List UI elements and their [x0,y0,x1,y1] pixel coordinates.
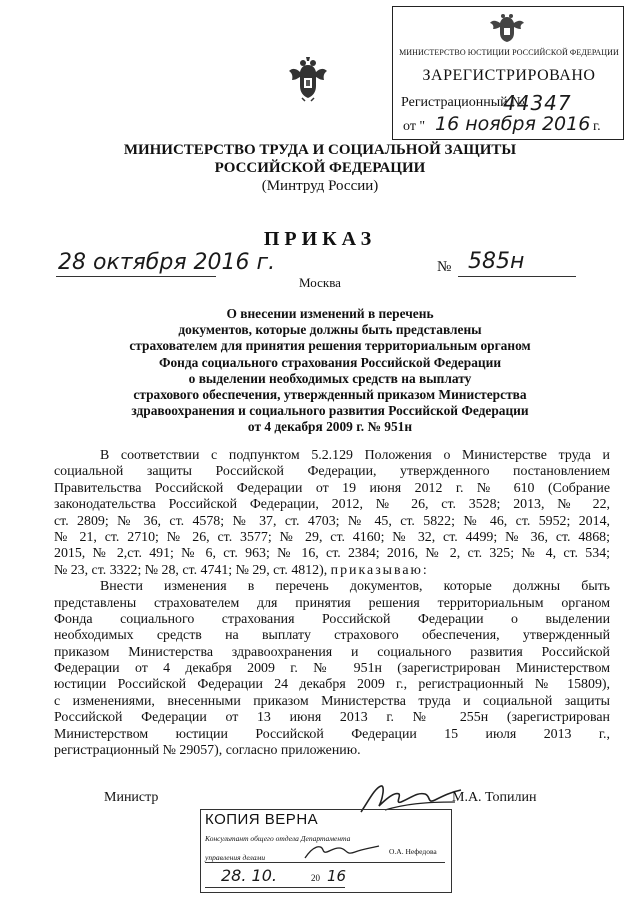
copy-stamp-position-line1: Консультант общего отдела Департамента [205,834,351,843]
stamp-regno-value: 44347 [503,91,572,115]
subject-line: здравоохранения и социального развития Российской Федерации [131,403,529,419]
body-line-text: № 23, ст. 3322; № 28, ст. 4741; № 29, ст. 4812), [54,562,331,578]
registration-stamp [392,6,624,140]
ministry-name-line2: РОССИЙСКОЙ ФЕДЕРАЦИИ [214,160,426,176]
body-line: юстиции Российской Федерации 24 декабря 2009 г., регистрационный № 15809), [54,677,610,693]
body-line: № 21, ст. 2710; № 26, ст. 3577; № 29, ст. 4160; № 32, ст. 4499; № 36, ст. 4868; [54,529,610,545]
copy-stamp-date-rule [205,887,345,888]
body-line: Правительства Российской Федерации от 19 июня 2012 г. № 610 (Собрание [54,480,610,496]
subject-line: от 4 декабря 2009 г. № 951н [247,419,413,435]
ministry-name-line1: МИНИСТЕРСТВО ТРУДА И СОЦИАЛЬНОЙ ЗАЩИТЫ [123,142,517,158]
body-line: Федерации от 4 декабря 2009 г. № 951н (зарегистрирован Министерством [54,661,610,677]
body-line: законодательства Российской Федерации, 2012, № 26, ст. 3528; 2013, № 22, [54,497,610,513]
body-line: Российской Федерации от 13 июня 2013 г. № 255н (зарегистрирован [54,710,610,726]
copy-stamp-signature [301,840,381,864]
stamp-ministry-name: МИНИСТЕРСТВО ЮСТИЦИИ РОССИЙСКОЙ ФЕДЕРАЦИИ [399,48,619,57]
stamp-date-value: 16 ноября 2016 [435,113,591,135]
order-number-underline [458,276,576,277]
subject-line: страхователем для принятия решения территориальным органом [129,338,531,354]
order-number-label: № [437,259,452,275]
copy-stamp-year: 16 [327,867,347,885]
order-subject [60,306,600,436]
copy-stamp-year-prefix: 20 [311,873,320,883]
order-title: ПРИКАЗ [263,228,377,250]
order-body [54,448,610,759]
signer-title: Министр [104,790,159,805]
body-line: Фонда социального страхования Российской Федерации о выделении [54,611,610,627]
subject-line: Фонда социального страхования Российской Федерации [158,354,502,370]
order-date: 28 октября 2016 г. [58,250,276,275]
subject-line: о выделении необходимых средств на выплату [188,370,472,386]
stamp-status: ЗАРЕГИСТРИРОВАНО [422,67,596,84]
body-line: ст. 2809; № 36, ст. 4578; № 37, ст. 4703; № 45, ст. 5822; № 46, ст. 5952; 2014, [54,513,610,529]
decree-word: приказываю: [330,562,429,578]
body-line: регистрационный № 29057), согласно приложению. [54,743,361,759]
subject-line: О внесении изменений в перечень [226,306,434,321]
stamp-regno-label: Регистрационный № [401,95,525,110]
copy-stamp-name: О.А. Нефедова [389,847,437,856]
stamp-date-suffix: г. [593,119,601,134]
body-line: 2015, № 2,ст. 491; № 6, ст. 963; № 16, ст. 2384; 2016, № 2, ст. 325; № 4, ст. 534; [54,546,610,562]
body-line: приказом Министерства здравоохранения и социального развития Российской [54,644,610,660]
copy-stamp-date: 28. 10. [221,866,277,885]
copy-stamp-title: КОПИЯ ВЕРНА [205,811,319,828]
body-line: необходимых средств на выплату страхового обеспечения, утвержденный [54,628,610,644]
ministry-short-name: (Минтруд России) [261,178,379,194]
body-line: социальной защиты Российской Федерации, утвержденного постановлением [54,464,610,480]
signer-name: М.А. Топилин [452,790,537,805]
copy-stamp-rule [205,862,445,863]
body-line: с изменениями, внесенными приказом Министерства труда и социальной защиты [54,693,610,709]
body-line: Министерством юстиции Российской Федерации 15 июля 2013 г., [54,726,610,742]
body-line [54,563,610,579]
subject-line: документов, которые должны быть представлены [178,322,482,338]
coat-of-arms-icon [288,56,328,102]
order-city: Москва [299,275,341,290]
body-line: представлены страхователем для принятия решения территориальным органом [54,595,610,611]
double-headed-eagle-icon [487,11,527,45]
stamp-date-prefix: от " [403,119,426,134]
body-line: Внести изменения в перечень документов, которые должны быть [100,579,610,595]
copy-stamp-position-line2: управления делами [205,853,266,862]
body-line: В соответствии с подпунктом 5.2.129 Положения о Министерстве труда и [100,448,610,463]
subject-line: страхового обеспечения, утвержденный приказом Министерства [133,387,527,403]
copy-verified-stamp [200,809,452,893]
order-number-value: 585н [468,249,525,274]
